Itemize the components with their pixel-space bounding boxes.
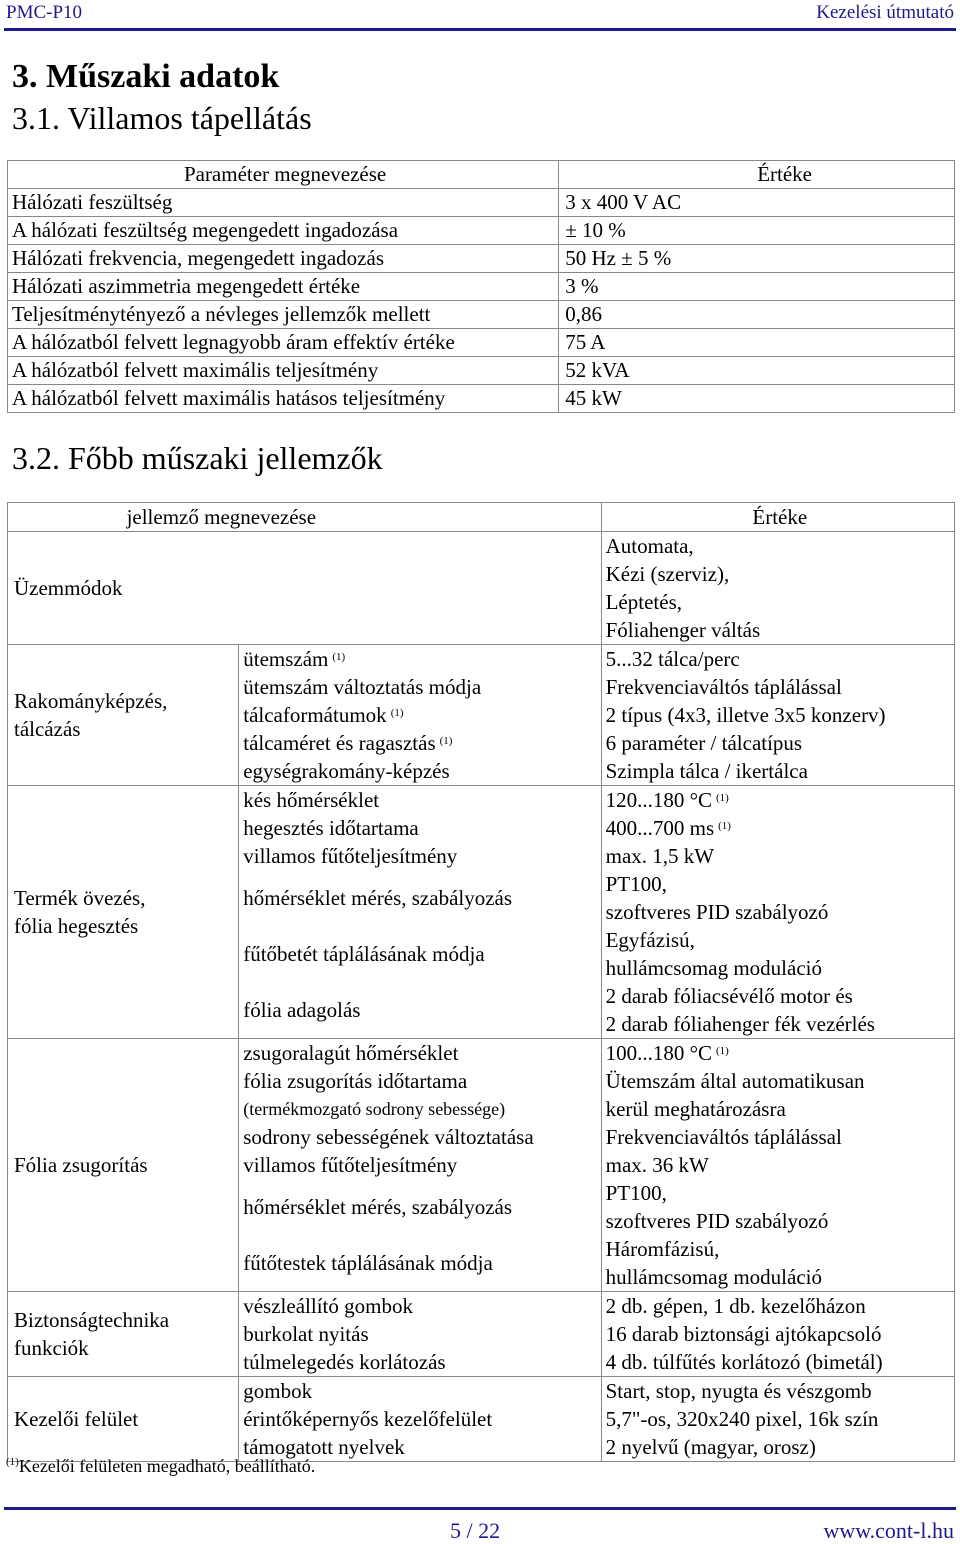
value-line: szoftveres PID szabályozó [605,900,829,924]
value-cell: 6 paraméter / tálcatípus [601,729,954,757]
param-cell: Hálózati aszimmetria megengedett értéke [8,273,559,301]
technical-specs-table [7,502,955,1462]
value-cell: 0,86 [559,301,955,329]
value-cell: Frekvenciaváltós táplálással [601,673,954,701]
column-header-feature: jellemző megnevezése [8,503,602,532]
param-cell: túlmelegedés korlátozás [239,1348,601,1377]
value-cell [601,1179,954,1235]
table-row [8,301,955,329]
param-cell: gombok [239,1377,601,1406]
table-row [8,245,955,273]
value-cell: 75 A [559,329,955,357]
group-label-line: Rakományképzés, [14,689,168,713]
value-line: 2 darab fóliacsévélő motor és [605,984,853,1008]
param-cell: villamos fűtőteljesítmény [239,842,601,870]
page-footer [0,1502,960,1544]
param-cell: fűtőbetét táplálásának módja [239,926,601,982]
page-title: 3. Műszaki adatok [12,58,280,95]
value-cell: 4 db. túlfűtés korlátozó (bimetál) [601,1348,954,1377]
footnote-text: Kezelői felületen megadható, beállítható. [18,1456,316,1476]
value-cell [601,1067,954,1123]
page-number: 5 / 22 [450,1518,501,1543]
footnote-ref: (1) [390,707,404,719]
value-cell [601,786,954,815]
value-cell: 3 % [559,273,955,301]
value-cell: 52 kVA [559,357,955,385]
table-row [8,329,955,357]
footer-rule [4,1507,956,1510]
value-cell: 2 db. gépen, 1 db. kezelőházon [601,1292,954,1321]
value-line: szoftveres PID szabályozó [605,1209,829,1233]
param-cell: vészleállító gombok [239,1292,601,1321]
footnote-ref: (1) [718,820,731,832]
param-cell: támogatott nyelvek [239,1433,601,1462]
group-label-wrapping [8,786,239,1039]
group-label-palletizing [8,645,239,786]
param-subtext: (termékmozgató sodrony sebessége) [243,1099,506,1119]
table-header-row [8,503,955,532]
param-text: tálcaformátumok [243,703,387,727]
table-row [8,1377,955,1406]
footnote-ref: (1) [716,792,729,804]
param-cell: villamos fűtőteljesítmény [239,1151,601,1179]
table-row [8,532,955,645]
column-header-parameter: Paraméter megnevezése [8,161,559,189]
value-cell [601,926,954,982]
value-line: 2 darab fóliahenger fék vezérlés [605,1012,875,1036]
param-text: ütemszám [243,647,329,671]
param-cell: A hálózati feszültség megengedett ingadozása [8,217,559,245]
section-heading-2: 3.2. Főbb műszaki jellemzők [12,440,383,476]
value-cell: 16 darab biztonsági ajtókapcsoló [601,1320,954,1348]
column-header-value: Értéke [601,503,954,532]
param-cell: Hálózati feszültség [8,189,559,217]
table-row [8,189,955,217]
value-cell: max. 1,5 kW [601,842,954,870]
value-cell [601,870,954,926]
table-header-row [8,161,955,189]
value-text: 120...180 °C [605,788,713,812]
group-label-line: fólia hegesztés [14,914,139,938]
param-cell: A hálózatból felvett maximális teljesítmény [8,357,559,385]
mode-value: Kézi (szerviz), [605,562,730,586]
group-label-line: Biztonságtechnika [14,1308,170,1332]
section-heading-1: 3.1. Villamos tápellátás [12,100,312,136]
footnote-mark: (1) [6,1456,19,1468]
value-line: hullámcsomag moduláció [605,956,822,980]
value-cell: max. 36 kW [601,1151,954,1179]
value-cell: 5...32 tálca/perc [601,645,954,674]
group-label-shrinking: Fólia zsugorítás [8,1039,239,1292]
value-cell: 50 Hz ± 5 % [559,245,955,273]
value-cell: Frekvenciaváltós táplálással [601,1123,954,1151]
value-line: hullámcsomag moduláció [605,1265,822,1289]
power-supply-table [7,160,955,413]
param-cell: burkolat nyitás [239,1320,601,1348]
table-row [8,357,955,385]
param-cell: Teljesítménytényező a névleges jellemzők mellett [8,301,559,329]
group-label-modes: Üzemmódok [8,532,602,645]
group-label-safety [8,1292,239,1377]
value-line: Ütemszám által automatikusan [605,1069,865,1093]
param-cell: egységrakomány-képzés [239,757,601,786]
group-label-interface: Kezelői felület [8,1377,239,1462]
param-cell: zsugoralagút hőmérséklet [239,1039,601,1068]
value-cell: 45 kW [559,385,955,413]
value-cell: ± 10 % [559,217,955,245]
param-cell [239,701,601,729]
header-doc-title: Kezelési útmutató [816,2,954,23]
table-row [8,385,955,413]
table-row [8,273,955,301]
column-header-value: Értéke [559,161,955,189]
value-cell [601,1039,954,1068]
footnote [6,1456,315,1477]
param-text: fólia zsugorítás időtartama [243,1069,468,1093]
value-cell [601,1235,954,1292]
table-row [8,1039,955,1068]
param-cell: sodrony sebességének változtatása [239,1123,601,1151]
param-cell [239,645,601,674]
value-cell: Szimpla tálca / ikertálca [601,757,954,786]
value-cell: 3 x 400 V AC [559,189,955,217]
value-cell: Start, stop, nyugta és vészgomb [601,1377,954,1406]
param-cell: A hálózatból felvett legnagyobb áram effektív értéke [8,329,559,357]
footnote-ref: (1) [332,651,346,663]
value-line: kerül meghatározásra [605,1097,786,1121]
value-cell [601,814,954,842]
value-line: PT100, [605,872,667,896]
param-cell: hőmérséklet mérés, szabályozás [239,1179,601,1235]
mode-value: Automata, [605,534,694,558]
param-cell: Hálózati frekvencia, megengedett ingadozás [8,245,559,273]
table-row [8,1292,955,1321]
param-cell: ütemszám változtatás módja [239,673,601,701]
value-cell [601,532,954,645]
footnote-ref: (1) [716,1045,729,1057]
value-cell: 5,7"-os, 320x240 pixel, 16k szín [601,1405,954,1433]
value-cell [601,982,954,1039]
value-line: PT100, [605,1181,667,1205]
value-line: Háromfázisú, [605,1237,720,1261]
mode-value: Léptetés, [605,590,682,614]
param-cell: fólia adagolás [239,982,601,1039]
header-product: PMC-P10 [6,2,83,23]
param-cell: hegesztés időtartama [239,814,601,842]
group-label-line: tálcázás [14,717,81,741]
footnote-ref: (1) [439,735,453,747]
group-label-line: Termék övezés, [14,886,146,910]
param-cell: A hálózatból felvett maximális hatásos teljesítmény [8,385,559,413]
param-text: tálcaméret és ragasztás [243,731,436,755]
footer-website-link[interactable]: www.cont-l.hu [823,1518,954,1543]
value-text: 100...180 °C [605,1041,713,1065]
param-cell [239,1067,601,1123]
page-header [0,0,960,32]
param-cell: kés hőmérséklet [239,786,601,815]
mode-value: Fóliahenger váltás [605,618,761,642]
value-cell: 2 típus (4x3, illetve 3x5 konzerv) [601,701,954,729]
header-rule [4,28,956,31]
value-cell: 2 nyelvű (magyar, orosz) [601,1433,954,1462]
group-label-line: funkciók [14,1336,89,1360]
param-cell [239,729,601,757]
table-row [8,786,955,815]
param-cell: fűtőtestek táplálásának módja [239,1235,601,1292]
value-text: 400...700 ms [605,816,715,840]
param-cell: hőmérséklet mérés, szabályozás [239,870,601,926]
table-row [8,217,955,245]
param-cell: érintőképernyős kezelőfelület [239,1405,601,1433]
table-row [8,645,955,674]
value-line: Egyfázisú, [605,928,695,952]
